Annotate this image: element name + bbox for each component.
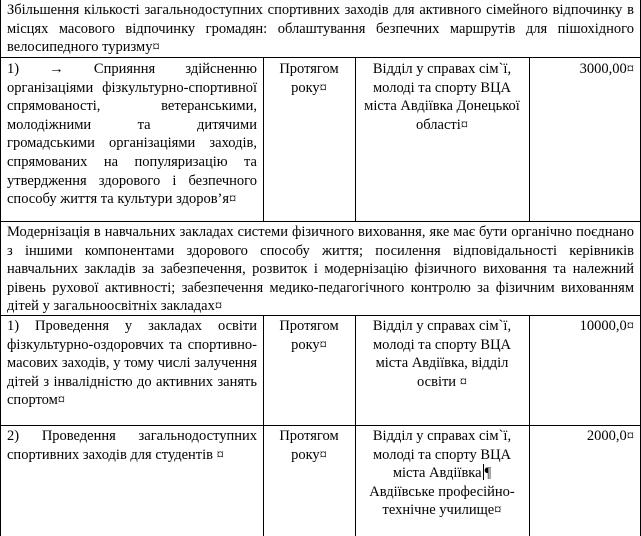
term-cell[interactable]: Протягом року¤ xyxy=(263,315,356,426)
amount-cell[interactable]: 3000,00¤ xyxy=(529,58,641,222)
amount-cell[interactable]: 2000,0¤ xyxy=(529,425,641,536)
measure-cell[interactable]: 1) → Сприяння здійсненню організаціями фізкультурно-спортивної спрямованості, ветеранськими, молодіжними та дитячими громадськими організаціями заходів, спрямованих на популяризацію та утвердження здорового і безпечного способу життя та культури здоров’я¤ xyxy=(0,58,264,222)
measure-cell[interactable]: 2) Проведення загальнодоступних спортивних заходів для студентів ¤ xyxy=(0,425,264,536)
term-cell[interactable]: Протягом року¤ xyxy=(263,425,356,536)
executor-cell[interactable]: Відділ у справах сім`ї, молоді та спорту ВЦА міста Авдіївка Донецької області¤ xyxy=(355,58,530,222)
section-heading-2[interactable]: Модернізація в навчальних закладах системи фізичного виховання, яке має бути органічно поєднано з іншими компонентами здорового способу життя; посилення відповідальності керівників навчальних закладів за забезпечення, розвиток і модернізацію фізичного виховання та належний рівень рухової активності; забезпечення медико-педагогічного контролю за фізичним вихованням дітей у загальноосвітніх закладах¤ xyxy=(0,221,641,316)
measure-cell[interactable]: 1) Проведення у закладах освіти фізкультурно-оздоровчих та спортивно-масових заходів, у тому числі залучення дітей з інвалідністю до активних занять спортом¤ xyxy=(0,315,264,426)
amount-cell[interactable]: 10000,0¤ xyxy=(529,315,641,426)
pilcrow-mark: ¶ xyxy=(484,465,492,482)
text-cursor xyxy=(483,464,484,480)
executor-cell[interactable] xyxy=(355,425,530,536)
executor-text: Авдіївське професійно-технічне училище¤ xyxy=(369,483,515,519)
executor-cell[interactable]: Відділ у справах сім`ї, молоді та спорту ВЦА міста Авдіївка, відділ освіти ¤ xyxy=(355,315,530,426)
executor-text: Відділ у справах сім`ї, молоді та спорту ВЦА міста Авдіївка xyxy=(372,428,512,482)
term-cell[interactable]: Протягом року¤ xyxy=(263,58,356,222)
section-heading-1[interactable]: Збільшення кількості загальнодоступних спортивних заходів для активного сімейного відпочинку в місцях масового відпочинку громадян: облаштування безпечних маршрутів для пішохідного велосипедного туризму¤ xyxy=(0,0,641,58)
